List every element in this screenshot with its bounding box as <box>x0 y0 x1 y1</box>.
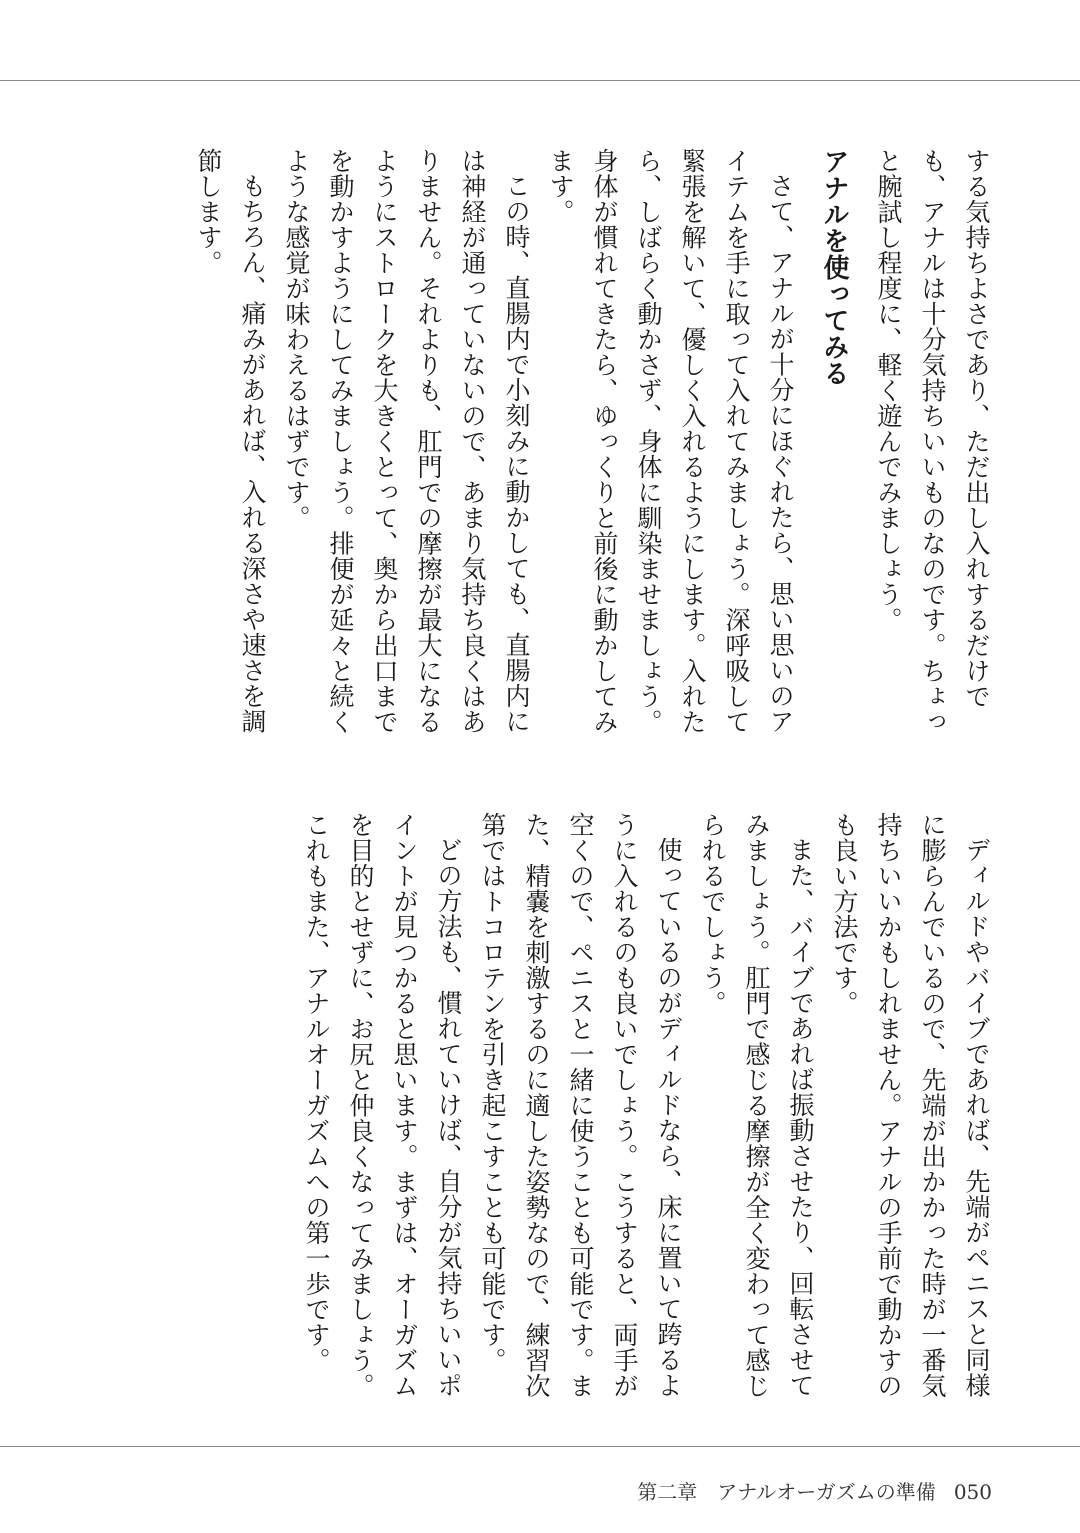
section-heading: アナルを使ってみる <box>819 148 849 387</box>
paragraph: もちろん、痛みがあれば、入れる深さや速さを調節します。 <box>194 148 267 734</box>
page-number: 050 <box>953 1480 992 1504</box>
paragraph: 使っているのがディルドなら、床に置いて跨るように入れるのも良いでしょう。こうすると、両手が空くので、ペニスと一緒に使うことも可能です。また、精嚢を刺激するのに適した姿勢なので、練習次第ではトコロテンを引き起こすことも可能です。 <box>478 812 683 1399</box>
paragraph: また、バイブであれば振動させたり、回転させてみましょう。肛門で感じる摩擦が全く変わって感じられるでしょう。 <box>698 812 815 1399</box>
paragraph: この時、直腸内で小刻みに動かしても、直腸内には神経が通っていないので、あまり気持ち良くはありません。それよりも、肛門での摩擦が最大になるようにストロークを大きくとって、奥から出口までを動かすようにしてみましょう。排便が延々と続くような感覚が味わえるはずです。 <box>282 148 531 735</box>
paragraph: さて、アナルが十分にほぐれたら、思い思いのアイテムを手に取って入れてみましょう。深呼吸して緊張を解いて、優しく入れるようにします。入れたら、しばらく動かさず、身体に馴染ませましょう。身体が慣れてきたら、ゆっくりと前後に動かしてみます。 <box>546 148 795 735</box>
upper-text-block <box>138 148 998 748</box>
top-rule <box>0 80 1080 81</box>
paragraph: する気持ちよさであり、ただ出し入れするだけでも、アナルは十分気持ちいいものなのです。ちょっと腕試し程度に、軽く遊んでみましょう。 <box>874 148 991 735</box>
paragraph: どの方法も、慣れていけば、自分が気持ちいいポイントが見つかると思います。まずは、オーガズムを目的とせずに、お尻と仲良くなってみましょう。これもまた、アナルオーガズムへの第一歩です。 <box>302 812 463 1399</box>
paragraph: ディルドやバイブであれば、先端がペニスと同様に膨らんでいるので、先端が出かかった時が一番気持ちいいかもしれません。アナルの手前で動かすのも良い方法です。 <box>830 812 991 1399</box>
bottom-rule <box>0 1446 1080 1447</box>
chapter-title: 第二章 アナルオーガズムの準備 <box>637 1480 936 1504</box>
lower-text-block <box>278 812 998 1412</box>
running-footer <box>619 1476 992 1505</box>
